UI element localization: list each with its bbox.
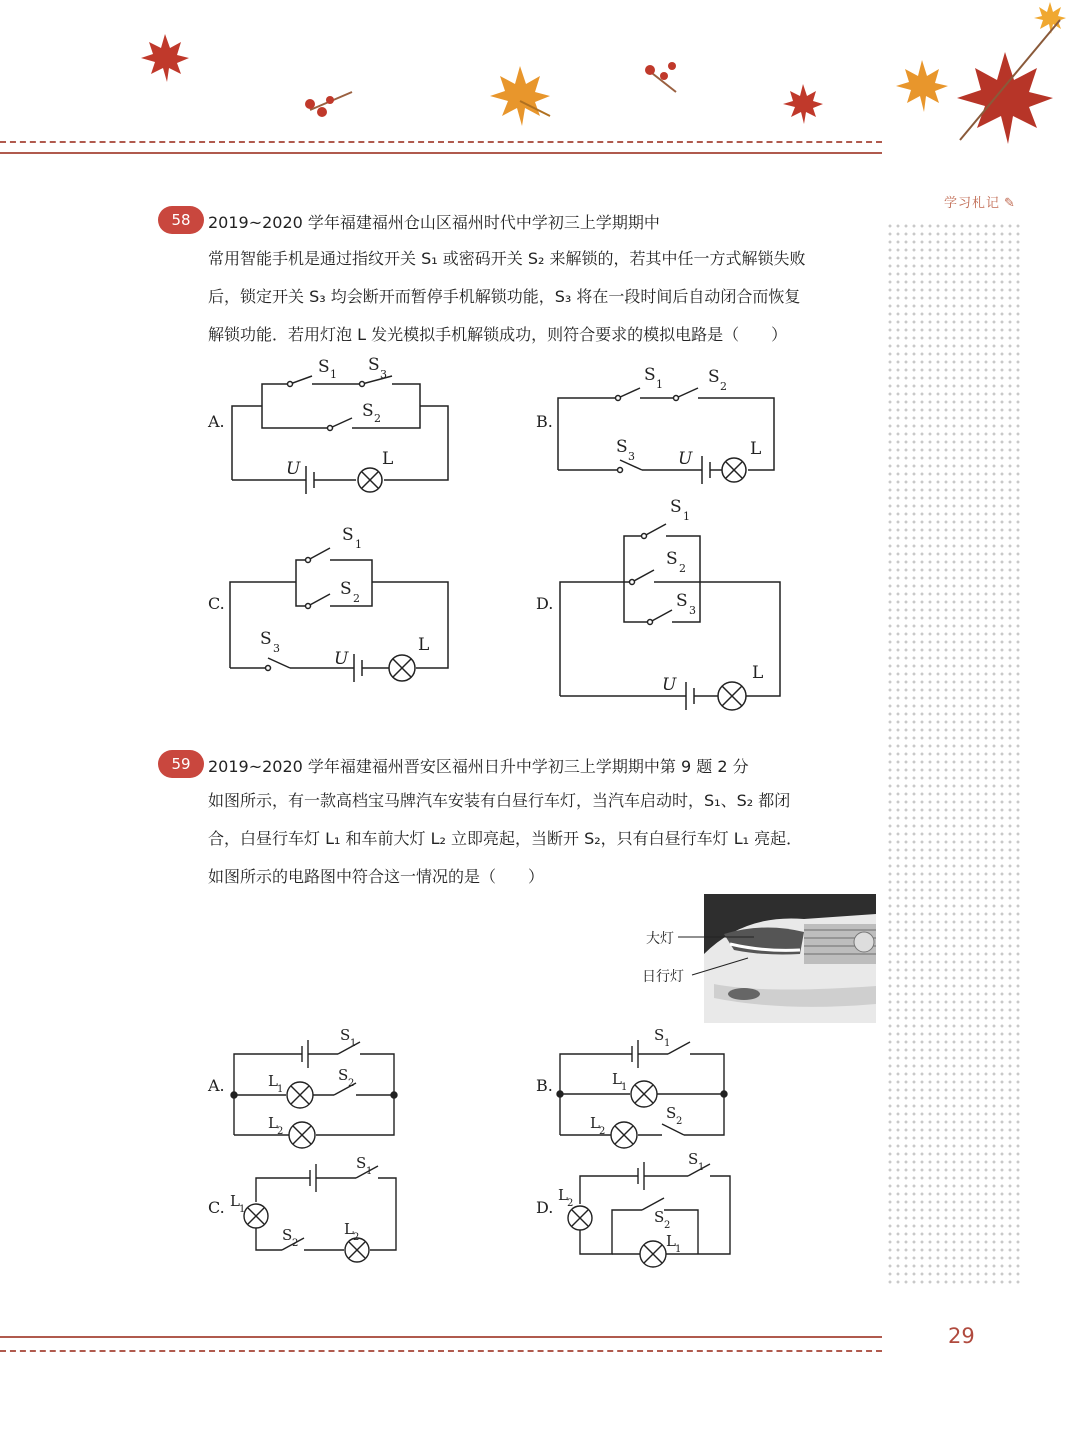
- circuit-d: [568, 1162, 730, 1267]
- diagram-label: 3: [628, 450, 635, 463]
- option-label-c: C.: [208, 594, 225, 613]
- pencil-icon: ✎: [1004, 196, 1016, 211]
- diagram-label: 2: [720, 380, 727, 393]
- diagram-label: S: [282, 1226, 293, 1244]
- diagram-label: S: [260, 629, 272, 649]
- diagram-label: S: [318, 357, 330, 377]
- sidebar-label: 学习札记 ✎: [944, 196, 1016, 211]
- diagram-label: S: [666, 1104, 677, 1122]
- diagram-label: U: [334, 649, 349, 669]
- question-source: 2019~2020 学年福建福州晋安区福州日升中学初三上学期期中第 9 题 2 分: [208, 757, 749, 776]
- option-label-c: C.: [208, 1198, 225, 1217]
- diagram-label: S: [708, 367, 720, 387]
- diagram-label: 2: [676, 1116, 683, 1127]
- diagram-label: L: [382, 449, 394, 469]
- diagram-label: 1: [621, 1082, 628, 1093]
- diagram-label: 1: [675, 1244, 682, 1255]
- diagram-label: S: [676, 591, 688, 611]
- diagram-label: 1: [350, 1038, 357, 1049]
- diagram-label: 1: [683, 510, 690, 523]
- diagram-label: L: [268, 1072, 278, 1090]
- diagram-label: S: [654, 1026, 665, 1044]
- diagram-label: L: [666, 1232, 676, 1250]
- diagram-label: 1: [355, 538, 362, 551]
- diagram-label: 1: [664, 1038, 671, 1049]
- diagram-label: 2: [353, 1232, 360, 1243]
- question-number-badge: 59: [158, 750, 204, 778]
- diagram-label: 1: [239, 1204, 246, 1215]
- diagram-label: 1: [330, 368, 337, 381]
- diagram-label: 2: [567, 1198, 574, 1209]
- diagram-label: 1: [366, 1166, 373, 1177]
- diagram-label: L: [558, 1186, 568, 1204]
- diagram-label: S: [340, 1026, 351, 1044]
- diagram-label: 3: [380, 368, 387, 381]
- diagram-label: 3: [273, 642, 280, 655]
- circuit-a: [231, 1040, 397, 1148]
- diagram-label: S: [342, 525, 354, 545]
- diagram-label: U: [286, 459, 301, 479]
- diagram-label: 2: [348, 1078, 355, 1089]
- diagram-label: L: [344, 1220, 354, 1238]
- diagram-label: 1: [656, 378, 663, 391]
- diagram-label: S: [654, 1208, 665, 1226]
- diagram-label: L: [590, 1114, 600, 1132]
- diagram-label: S: [688, 1150, 699, 1168]
- diagram-label: S: [362, 401, 374, 421]
- diagram-label: L: [752, 663, 764, 683]
- option-label-d: D.: [536, 1198, 554, 1217]
- question-line: 如图所示的电路图中符合这一情况的是（ ）: [208, 867, 545, 886]
- question-line: 如图所示，有一款高档宝马牌汽车安装有白昼行车灯，当汽车启动时，S₁、S₂ 都闭: [208, 791, 791, 810]
- diagram-label: S: [666, 549, 678, 569]
- diagram-label: S: [338, 1066, 349, 1084]
- question-line: 解锁功能．若用灯泡 L 发光模拟手机解锁成功，则符合要求的模拟电路是（ ）: [208, 325, 788, 344]
- maple-leaf-icon: [896, 60, 948, 112]
- question-source: 2019~2020 学年福建福州仓山区福州时代中学初三上学期期中: [208, 213, 660, 232]
- diagram-label: S: [670, 497, 682, 517]
- page-number: 29: [948, 1324, 975, 1348]
- diagram-label: L: [612, 1070, 622, 1088]
- diagram-label: L: [418, 635, 430, 655]
- option-label-d: D.: [536, 594, 554, 613]
- diagram-label: 2: [679, 562, 686, 575]
- diagram-label: 2: [353, 592, 360, 605]
- diagram-label: S: [616, 437, 628, 457]
- option-label-b: B.: [536, 412, 553, 431]
- diagram-label: S: [340, 579, 352, 599]
- option-label-a: A.: [208, 1076, 225, 1095]
- diagram-label: L: [750, 439, 762, 459]
- question-line: 后，锁定开关 S₃ 均会断开而暂停手机解锁功能，S₃ 将在一段时间后自动闭合而恢复: [208, 287, 801, 306]
- diagram-label: S: [356, 1154, 367, 1172]
- diagram-label: 2: [664, 1220, 671, 1231]
- option-label-a: A.: [208, 412, 225, 431]
- diagram-label: 3: [689, 604, 696, 617]
- diagram-label: U: [678, 449, 693, 469]
- diagram-label: L: [268, 1114, 278, 1132]
- option-label-b: B.: [536, 1076, 553, 1095]
- diagram-label: U: [662, 675, 677, 695]
- maple-leaf-icon: [957, 52, 1053, 144]
- diagram-label: 2: [292, 1238, 299, 1249]
- circuit-c: [244, 1164, 396, 1262]
- circuit-b: [557, 1040, 727, 1148]
- diagram-label: 2: [374, 412, 381, 425]
- diagram-label: 2: [277, 1126, 284, 1137]
- q59-circuit-diagrams: [0, 1000, 880, 1290]
- diagram-label: S: [644, 365, 656, 385]
- headlight-label: 大灯: [646, 931, 674, 947]
- diagram-label: L: [230, 1192, 240, 1210]
- dot-grid-notes: [886, 222, 1020, 1284]
- diagram-label: S: [368, 355, 380, 375]
- maple-leaf-icon: [1034, 2, 1066, 34]
- question-line: 合，白昼行车灯 L₁ 和车前大灯 L₂ 立即亮起，当断开 S₂，只有白昼行车灯 L₁ 亮起．: [208, 829, 803, 848]
- diagram-label: 1: [277, 1084, 284, 1095]
- footer-solid-line: [0, 1336, 882, 1338]
- diagram-label: 1: [698, 1162, 705, 1173]
- diagram-label: 2: [599, 1126, 606, 1137]
- question-number-badge: 58: [158, 206, 204, 234]
- daylight-label: 日行灯: [642, 969, 684, 985]
- question-line: 常用智能手机是通过指纹开关 S₁ 或密码开关 S₂ 来解锁的，若其中任一方式解锁失败: [208, 249, 806, 268]
- footer-dash-line: [0, 1350, 882, 1352]
